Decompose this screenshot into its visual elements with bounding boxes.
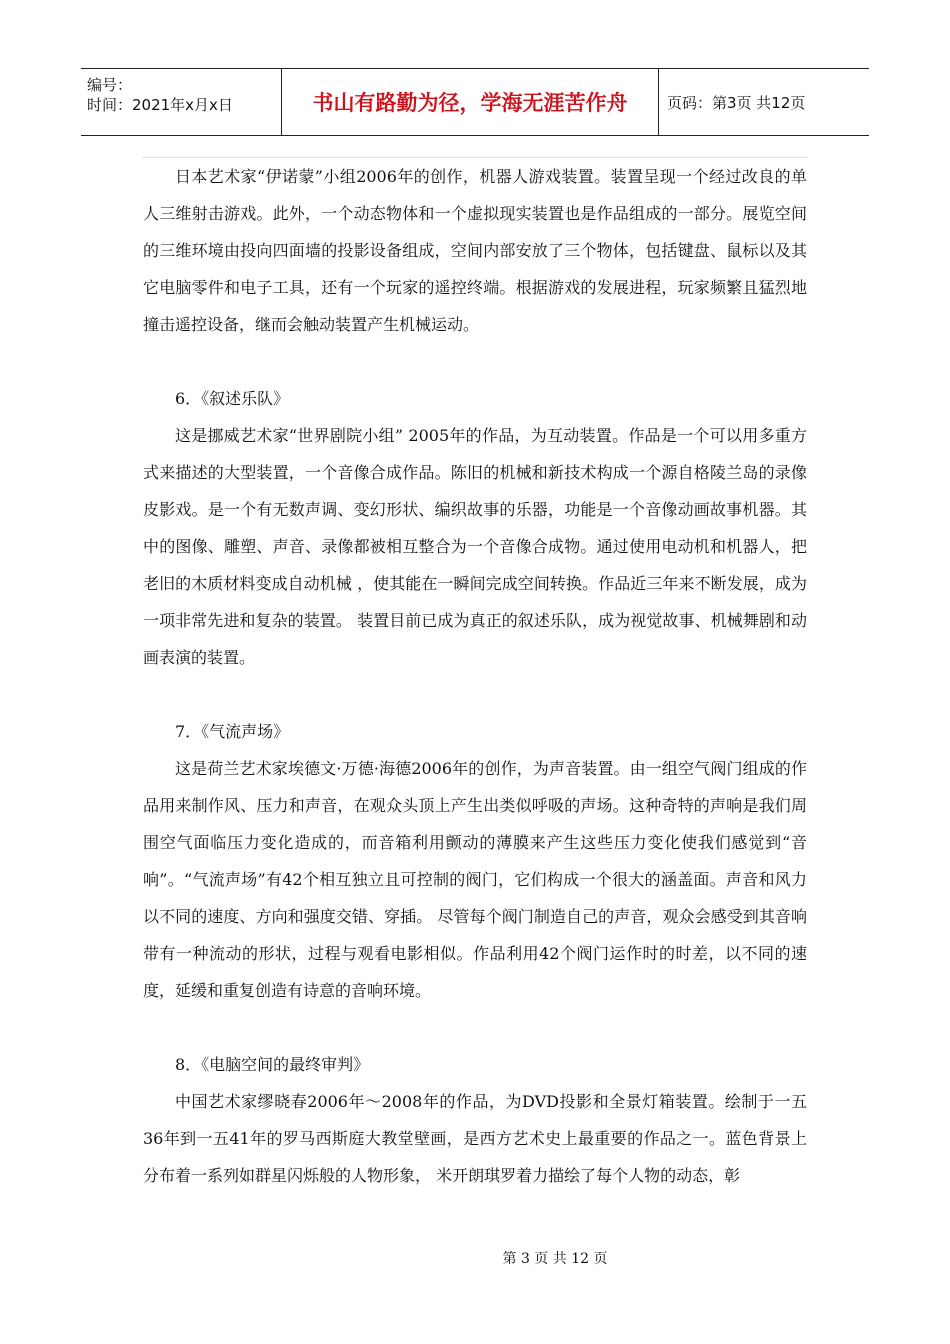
paragraph-7: 这是荷兰艺术家埃德文·万德·海德2006年的创作，为声音装置。由一组空气阀门组成的作品用来制作风、压力和声音，在观众头顶上产生出类似呼吸的声场。这种奇特的声响是我们周围空气面临压力变化造成的，而音箱利用颤动的薄膜来产生这些压力变化使我们感觉到“音响”。“气流声场”有42个相互独立且可控制的阀门，它们构成一个很大的涵盖面。声音和风力以不同的速度、方向和强度交错、穿插。 尽管每个阀门制造自己的声音，观众会感受到其音响带有一种流动的形状，过程与观看电影相似。作品利用42个阀门运作时的时差，以不同的速度，延缓和重复创造有诗意的音响环境。	[143, 759, 807, 1000]
page-footer	[0, 1248, 950, 1268]
paragraph-8: 中国艺术家缪晓春2006年～2008年的作品，为DVD投影和全景灯箱装置。绘制于一五36年到一五41年的罗马西斯庭大教堂壁画，是西方艺术史上最重要的作品之一。蓝色背景上分布着一系列如群星闪烁般的人物形象， 米开朗琪罗着力描绘了每个人物的动态，彰	[143, 1092, 807, 1185]
date-label: 时间：2021年x月x日	[87, 96, 233, 114]
section-heading-6: 6．《叙述乐队》	[175, 389, 290, 408]
header-meta	[81, 69, 281, 135]
paragraph-intro: 日本艺术家“伊诺蒙”小组2006年的创作，机器人游戏装置。装置呈现一个经过改良的单人三维射击游戏。此外，一个动态物体和一个虚拟现实装置也是作品组成的一部分。展览空间的三维环境由投向四面墙的投影设备组成，空间内部安放了三个物体，包括键盘、鼠标以及其它电脑零件和电子工具，还有一个玩家的遥控终端。根据游戏的发展进程，玩家频繁且猛烈地撞击遥控设备，继而会触动装置产生机械运动。	[143, 167, 807, 334]
section-heading-8: 8．《电脑空间的最终审判》	[175, 1055, 370, 1074]
header-motto: 书山有路勤为径，学海无涯苦作舟	[281, 69, 659, 135]
footer-page-number: 第 3 页 共 12 页	[502, 1251, 608, 1267]
section-heading-7: 7．《气流声场》	[175, 722, 290, 741]
document-body	[143, 158, 807, 1194]
paragraph-6: 这是挪威艺术家“世界剧院小组” 2005年的作品，为互动装置。作品是一个可以用多重方式来描述的大型装置，一个音像合成作品。陈旧的机械和新技术构成一个源自格陵兰岛的录像皮影戏。是一个有无数声调、变幻形状、编织故事的乐器，功能是一个音像动画故事机器。其中的图像、雕塑、声音、录像都被相互整合为一个音像合成物。通过使用电动机和机器人，把老旧的木质材料变成自动机械 ，使其能在一瞬间完成空间转换。作品近三年来不断发展，成为一项非常先进和复杂的装置。 装置目前已成为真正的叙述乐队，成为视觉故事、机械舞剧和动画表演的装置。	[143, 426, 807, 667]
serial-label: 编号：	[87, 76, 133, 94]
header-page-info: 页码：第3页 共12页	[667, 93, 806, 112]
page-header	[81, 68, 869, 136]
